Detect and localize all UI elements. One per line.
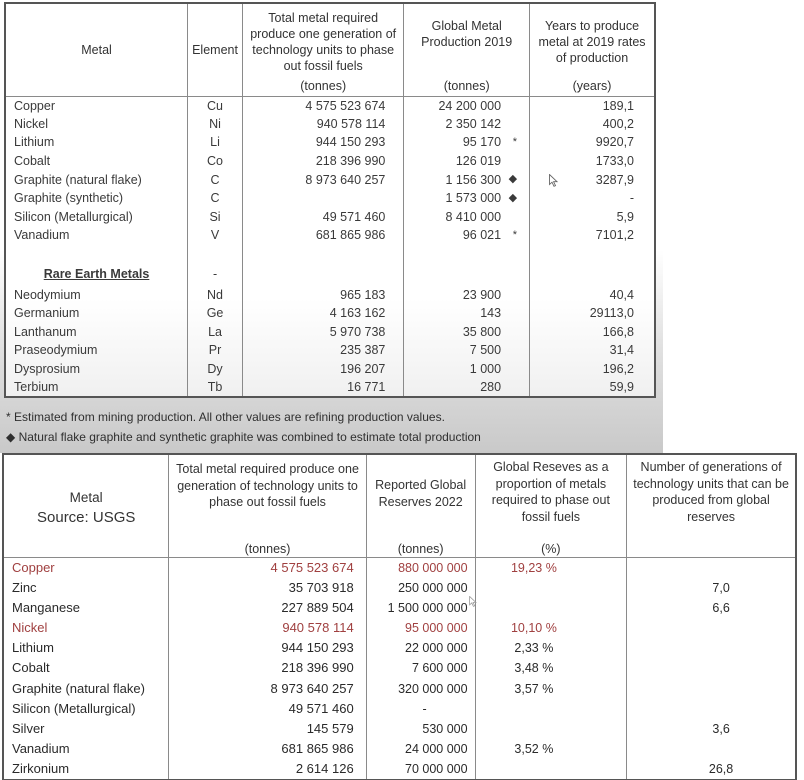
production	[404, 189, 530, 208]
diamond-icon: ◆	[508, 173, 518, 186]
total-required: 940 578 114	[243, 115, 404, 134]
proportion: 3,48 %	[475, 658, 627, 678]
element-symbol: Dy	[188, 360, 243, 379]
header-production	[404, 3, 530, 96]
section-row	[5, 263, 655, 285]
production	[404, 323, 530, 342]
table-row	[5, 304, 655, 323]
header-element	[188, 3, 243, 96]
table-row	[3, 678, 796, 698]
production	[404, 285, 530, 304]
reserves: 24 000 000	[366, 739, 475, 759]
years: 9920,7	[530, 133, 655, 152]
metal-name: Cobalt	[3, 658, 169, 678]
production-value: 95 170	[462, 135, 502, 150]
generations: 26,8	[627, 759, 796, 780]
metal-name: Lanthanum	[5, 323, 188, 342]
production-value: 7 500	[469, 343, 502, 358]
total-required: 944 150 293	[169, 638, 366, 658]
metal-name: Vanadium	[3, 739, 169, 759]
metal-name: Praseodymium	[5, 341, 188, 360]
element-symbol: Co	[188, 152, 243, 171]
total-required: 4 575 523 674	[169, 558, 366, 579]
proportion	[475, 578, 627, 598]
metal-name: Nickel	[3, 618, 169, 638]
production-value: 143	[480, 306, 502, 321]
header-generations	[627, 454, 796, 558]
table-row	[5, 208, 655, 227]
proportion	[475, 598, 627, 618]
metal-name: Copper	[5, 96, 188, 115]
reserves: 70 000 000	[366, 759, 475, 780]
production	[404, 133, 530, 152]
element-symbol: Nd	[188, 285, 243, 304]
header-years	[530, 3, 655, 96]
proportion: 3,52 %	[475, 739, 627, 759]
production	[404, 170, 530, 189]
header-metal-label: Metal	[81, 42, 112, 57]
metal-name: Cobalt	[5, 152, 188, 171]
years: 31,4	[530, 341, 655, 360]
production-value: 35 800	[462, 324, 502, 339]
table-row-highlighted	[3, 558, 796, 579]
header-source-label: Source: USGS	[37, 509, 136, 526]
years: -	[530, 189, 655, 208]
metal-name: Silicon (Metallurgical)	[3, 699, 169, 719]
total-required: 5 970 738	[243, 323, 404, 342]
total-required: 35 703 918	[169, 578, 366, 598]
footnote-mark: *	[512, 229, 518, 242]
metal-name: Copper	[3, 558, 169, 579]
proportion: 19,23 %	[475, 558, 627, 579]
years: 59,9	[530, 378, 655, 397]
table-row	[3, 699, 796, 719]
production-value: 126 019	[455, 154, 502, 169]
metal-name: Manganese	[3, 598, 169, 618]
metal-reserves-table	[2, 453, 797, 780]
header-reserves-label: Reported Global Reserves 2022	[375, 478, 467, 509]
element-symbol: Li	[188, 133, 243, 152]
years: 29113,0	[530, 304, 655, 323]
header-total-required-label: Total metal required produce one generation of technology units to phase out fossil fuels	[176, 462, 359, 509]
table-row	[5, 226, 655, 245]
table-row	[3, 578, 796, 598]
element-symbol: C	[188, 189, 243, 208]
element-symbol: Cu	[188, 96, 243, 115]
header-row	[5, 3, 655, 96]
metal-name: Lithium	[5, 133, 188, 152]
total-required	[243, 189, 404, 208]
production-value: 2 350 142	[445, 116, 502, 131]
table-row	[3, 739, 796, 759]
proportion	[475, 759, 627, 780]
reserves: 7 600 000	[366, 658, 475, 678]
section-title-rare-earth: Rare Earth Metals	[5, 263, 188, 285]
total-required: 944 150 293	[243, 133, 404, 152]
proportion	[475, 719, 627, 739]
header-production-unit: (tonnes)	[443, 78, 490, 93]
proportion: 3,57 %	[475, 678, 627, 698]
table-row	[5, 96, 655, 115]
reserves: 880 000 000	[366, 558, 475, 579]
header-years-label: Years to produce metal at 2019 rates of production	[538, 18, 646, 65]
total-required: 2 614 126	[169, 759, 366, 780]
proportion: 2,33 %	[475, 638, 627, 658]
proportion	[475, 699, 627, 719]
total-required: 16 771	[243, 378, 404, 397]
production	[404, 208, 530, 227]
metal-name: Neodymium	[5, 285, 188, 304]
years: 166,8	[530, 323, 655, 342]
header-total-required-label: Total metal required produce one generation of technology units to phase out fossil fuels	[250, 10, 397, 73]
years: 3287,9	[530, 170, 655, 189]
table-row	[3, 759, 796, 780]
table-row-highlighted	[3, 618, 796, 638]
header-row	[3, 454, 796, 558]
reserves: 1 500 000 000	[366, 598, 475, 618]
metal-name: Germanium	[5, 304, 188, 323]
total-required: 681 865 986	[169, 739, 366, 759]
table-row	[5, 189, 655, 208]
table-row	[5, 152, 655, 171]
spacer-row	[5, 245, 655, 264]
generations	[627, 618, 796, 638]
production	[404, 341, 530, 360]
header-element-label: Element	[192, 42, 238, 57]
metal-name: Silver	[3, 719, 169, 739]
total-required: 681 865 986	[243, 226, 404, 245]
total-required: 218 396 990	[243, 152, 404, 171]
footnote-asterisk: * Estimated from mining production. All other values are refining production values.	[6, 410, 445, 424]
production-value: 8 410 000	[445, 209, 502, 224]
total-required: 8 973 640 257	[169, 678, 366, 698]
total-required: 4 163 162	[243, 304, 404, 323]
header-reserves	[366, 454, 475, 558]
metal-name: Graphite (synthetic)	[5, 189, 188, 208]
total-required: 227 889 504	[169, 598, 366, 618]
total-required: 196 207	[243, 360, 404, 379]
years: 1733,0	[530, 152, 655, 171]
header-production-label: Global Metal Production 2019	[421, 18, 513, 49]
table-row	[3, 638, 796, 658]
header-years-unit: (years)	[572, 78, 612, 93]
table-row	[5, 133, 655, 152]
generations: 3,6	[627, 719, 796, 739]
diamond-icon: ◆	[508, 191, 518, 204]
header-reserves-unit: (tonnes)	[397, 541, 444, 556]
element-symbol: Tb	[188, 378, 243, 397]
header-metal	[3, 454, 169, 558]
footnote-diamond: ◆ Natural flake graphite and synthetic graphite was combined to estimate total production	[6, 430, 481, 444]
production-value: 96 021	[462, 228, 502, 243]
proportion: 10,10 %	[475, 618, 627, 638]
production	[404, 152, 530, 171]
production-value: 24 200 000	[438, 98, 502, 113]
element-symbol: Pr	[188, 341, 243, 360]
metal-name: Zinc	[3, 578, 169, 598]
table-row	[5, 378, 655, 397]
years: 189,1	[530, 96, 655, 115]
production	[404, 304, 530, 323]
metal-name: Zirkonium	[3, 759, 169, 780]
years: 7101,2	[530, 226, 655, 245]
reserves: 250 000 000	[366, 578, 475, 598]
table-row	[3, 658, 796, 678]
generations: 6,6	[627, 598, 796, 618]
metal-name: Vanadium	[5, 226, 188, 245]
reserves: 320 000 000	[366, 678, 475, 698]
reserves: -	[366, 699, 475, 719]
generations	[627, 558, 796, 579]
production	[404, 378, 530, 397]
element-symbol: -	[188, 263, 243, 285]
header-total-required-unit: (tonnes)	[300, 78, 347, 93]
element-symbol: V	[188, 226, 243, 245]
years: 40,4	[530, 285, 655, 304]
reserves: 22 000 000	[366, 638, 475, 658]
footnote-mark: *	[512, 136, 518, 149]
total-required: 49 571 460	[243, 208, 404, 227]
element-symbol: La	[188, 323, 243, 342]
reserves: 530 000	[366, 719, 475, 739]
production-value: 23 900	[462, 287, 502, 302]
years: 196,2	[530, 360, 655, 379]
generations	[627, 699, 796, 719]
table-row	[5, 360, 655, 379]
metal-name: Silicon (Metallurgical)	[5, 208, 188, 227]
metal-name: Graphite (natural flake)	[3, 678, 169, 698]
total-required: 235 387	[243, 341, 404, 360]
production	[404, 360, 530, 379]
header-total-required	[169, 454, 366, 558]
production-value: 1 000	[469, 362, 502, 377]
generations	[627, 739, 796, 759]
years: 400,2	[530, 115, 655, 134]
production	[404, 96, 530, 115]
metal-name: Terbium	[5, 378, 188, 397]
element-symbol: Ge	[188, 304, 243, 323]
table-row	[3, 719, 796, 739]
total-required: 965 183	[243, 285, 404, 304]
generations	[627, 678, 796, 698]
table-row	[5, 115, 655, 134]
total-required: 940 578 114	[169, 618, 366, 638]
metal-name: Nickel	[5, 115, 188, 134]
table-row	[3, 598, 796, 618]
header-proportion-unit: (%)	[541, 541, 561, 556]
years: 5,9	[530, 208, 655, 227]
header-proportion-label: Global Reseves as a proportion of metals required to phase out fossil fuels	[491, 460, 610, 524]
header-generations-label: Number of generations of technology units that can be produced from global reserves	[633, 460, 789, 524]
table-row	[5, 285, 655, 304]
table-row	[5, 323, 655, 342]
element-symbol: C	[188, 170, 243, 189]
total-required: 49 571 460	[169, 699, 366, 719]
header-metal-label: Metal	[69, 490, 103, 505]
element-symbol: Si	[188, 208, 243, 227]
generations	[627, 638, 796, 658]
metal-production-table	[4, 2, 656, 398]
table-row	[5, 341, 655, 360]
total-required: 218 396 990	[169, 658, 366, 678]
header-total-required-unit: (tonnes)	[244, 541, 291, 556]
generations	[627, 658, 796, 678]
header-total-required	[243, 3, 404, 96]
total-required: 4 575 523 674	[243, 96, 404, 115]
metal-name: Graphite (natural flake)	[5, 170, 188, 189]
production-value: 1 156 300	[445, 172, 502, 187]
metal-name: Lithium	[3, 638, 169, 658]
total-required: 8 973 640 257	[243, 170, 404, 189]
header-metal	[5, 3, 188, 96]
reserves: 95 000 000	[366, 618, 475, 638]
production	[404, 226, 530, 245]
production-value: 1 573 000	[445, 191, 502, 206]
generations: 7,0	[627, 578, 796, 598]
production-value: 280	[480, 380, 502, 395]
header-proportion	[475, 454, 627, 558]
production	[404, 115, 530, 134]
total-required: 145 579	[169, 719, 366, 739]
element-symbol: Ni	[188, 115, 243, 134]
metal-name: Dysprosium	[5, 360, 188, 379]
